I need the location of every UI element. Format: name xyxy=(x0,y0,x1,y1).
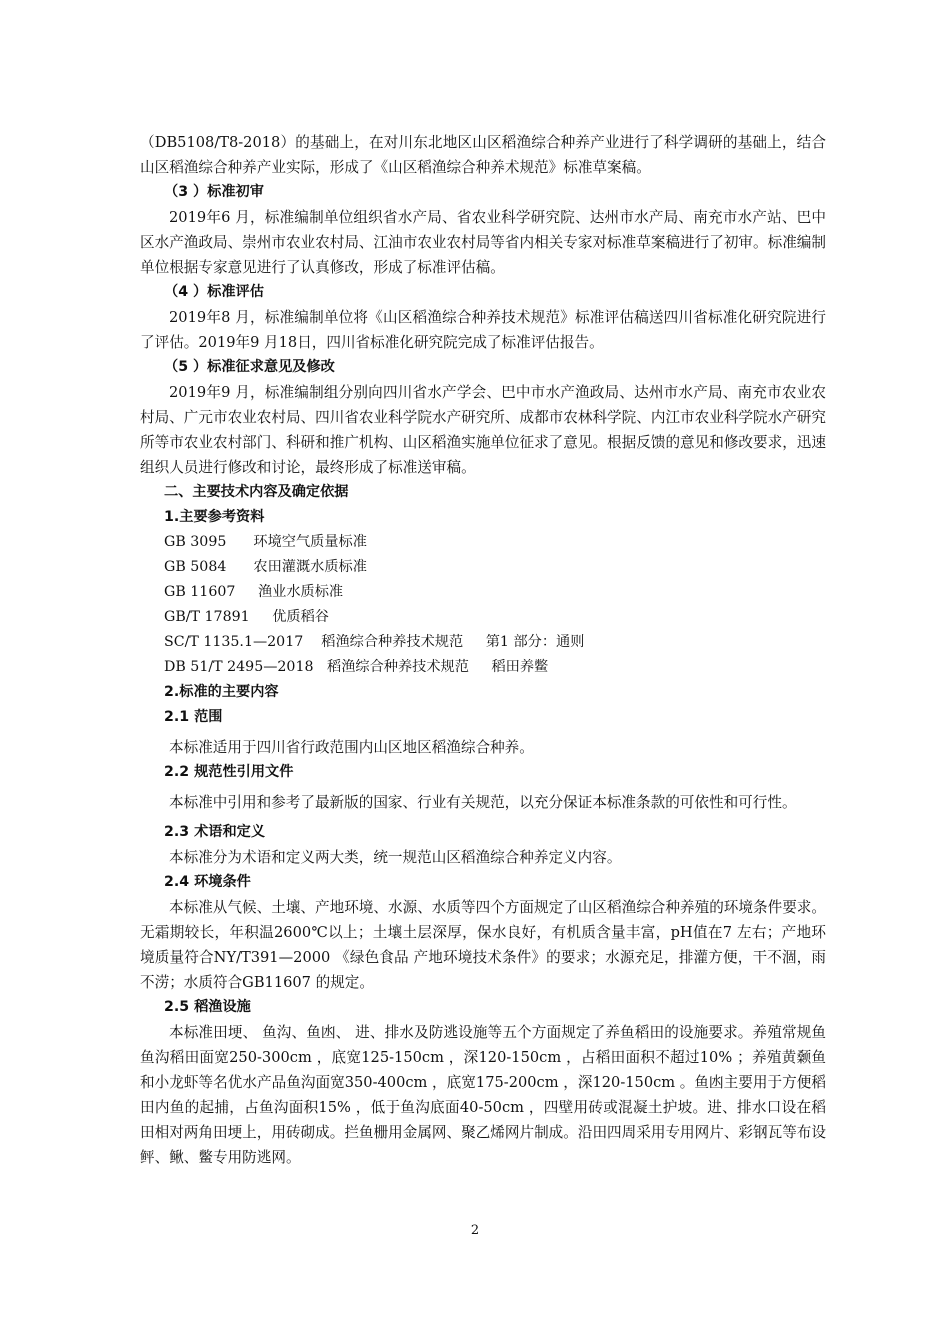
page-number: 2 xyxy=(470,1223,480,1238)
heading-consultation: （5 ）标准征求意见及修改 xyxy=(164,359,335,375)
reference-item: GB 11607 渔业水质标准 xyxy=(164,584,344,600)
paragraph-facilities: 本标准田埂、 鱼沟、鱼凼、 进、排水及防逃设施等五个方面规定了养鱼稻田的设施要求。养殖常规鱼鱼沟稻田面宽250-300cm ，底宽125-150cm ，深120-150cm ，占稻田面积不超过10% ；养殖黄颡鱼和小龙虾等名优水产品鱼沟面宽350-400cm ，底宽175-200cm ，深120-150cm 。鱼凼主要用于方便稻田内鱼的起捕，占鱼沟面积15% ，低于鱼沟底面40-50cm ，四壁用砖或混凝土护坡。进、排水口设在稻田相对两角田埂上，用砖砌成。拦鱼栅用金属网、聚乙烯网片制成。沿田四周采用专用网片、彩钢瓦等布设鲆、鳅、鳖专用防逃网。 xyxy=(140,1024,826,1166)
reference-item: DB 51/T 2495—2018 稻渔综合种养技术规范 稻田养鳖 xyxy=(164,659,549,675)
reference-item: GB/T 17891 优质稻谷 xyxy=(164,609,329,625)
document-body xyxy=(140,130,826,1170)
heading-evaluation: （4 ）标准评估 xyxy=(164,284,264,300)
reference-item: GB 3095 环境空气质量标准 xyxy=(164,534,367,550)
heading-scope: 2.1 范围 xyxy=(164,709,223,725)
heading-section-two: 二、主要技术内容及确定依据 xyxy=(164,484,349,500)
paragraph-scope: 本标准适用于四川省行政范围内山区地区稻渔综合种养。 xyxy=(169,739,534,756)
paragraph-environment: 本标准从气候、土壤、产地环境、水源、水质等四个方面规定了山区稻渔综合种养殖的环境条件要求。无霜期较长，年积温2600℃以上；土壤土层深厚，保水良好，有机质含量丰富，pH值在7 左右；产地环境质量符合NY/T391—2000 《绿色食品 产地环境技术条件》的要求；水源充足，排灌方便，干不涸，雨不涝；水质符合GB11607 的规定。 xyxy=(140,899,826,991)
heading-terms: 2.3 术语和定义 xyxy=(164,824,266,840)
paragraph-consultation: 2019年9 月，标准编制组分别向四川省水产学会、巴中市水产渔政局、达州市水产局、南充市农业农村局、广元市农业农村局、四川省农业科学院水产研究所、成都市农林科学院、内江市农业科学院水产研究所等市农业农村部门、科研和推广机构、山区稻渔实施单位征求了意见。根据反馈的意见和修改要求，迅速组织人员进行修改和讨论，最终形成了标准送审稿。 xyxy=(140,384,826,476)
heading-preliminary-review: （3 ）标准初审 xyxy=(164,184,264,200)
heading-references: 1.主要参考资料 xyxy=(164,509,265,525)
paragraph-terms: 本标准分为术语和定义两大类，统一规范山区稻渔综合种养定义内容。 xyxy=(169,849,622,866)
heading-main-content: 2.标准的主要内容 xyxy=(164,684,279,700)
paragraph-normative-references: 本标准中引用和参考了最新版的国家、行业有关规范，以充分保证本标准条款的可依性和可行性。 xyxy=(169,794,797,811)
reference-item: SC/T 1135.1—2017 稻渔综合种养技术规范 第1 部分：通则 xyxy=(164,634,585,650)
heading-environment: 2.4 环境条件 xyxy=(164,874,251,890)
paragraph-intro: （DB5108/T8-2018）的基础上，在对川东北地区山区稻渔综合种养产业进行了科学调研的基础上，结合山区稻渔综合种养产业实际，形成了《山区稻渔综合种养术规范》标准草案稿。 xyxy=(140,134,826,176)
paragraph-preliminary-review: 2019年6 月，标准编制单位组织省水产局、省农业科学研究院、达州市水产局、南充市水产站、巴中区水产渔政局、崇州市农业农村局、江油市农业农村局等省内相关专家对标准草案稿进行了初审。标准编制单位根据专家意见进行了认真修改，形成了标准评估稿。 xyxy=(140,209,826,276)
paragraph-evaluation: 2019年8 月，标准编制单位将《山区稻渔综合种养技术规范》标准评估稿送四川省标准化研究院进行了评估。2019年9 月18日，四川省标准化研究院完成了标准评估报告。 xyxy=(140,309,826,351)
heading-facilities: 2.5 稻渔设施 xyxy=(164,999,251,1015)
heading-normative-references: 2.2 规范性引用文件 xyxy=(164,764,294,780)
reference-item: GB 5084 农田灌溉水质标准 xyxy=(164,559,367,575)
